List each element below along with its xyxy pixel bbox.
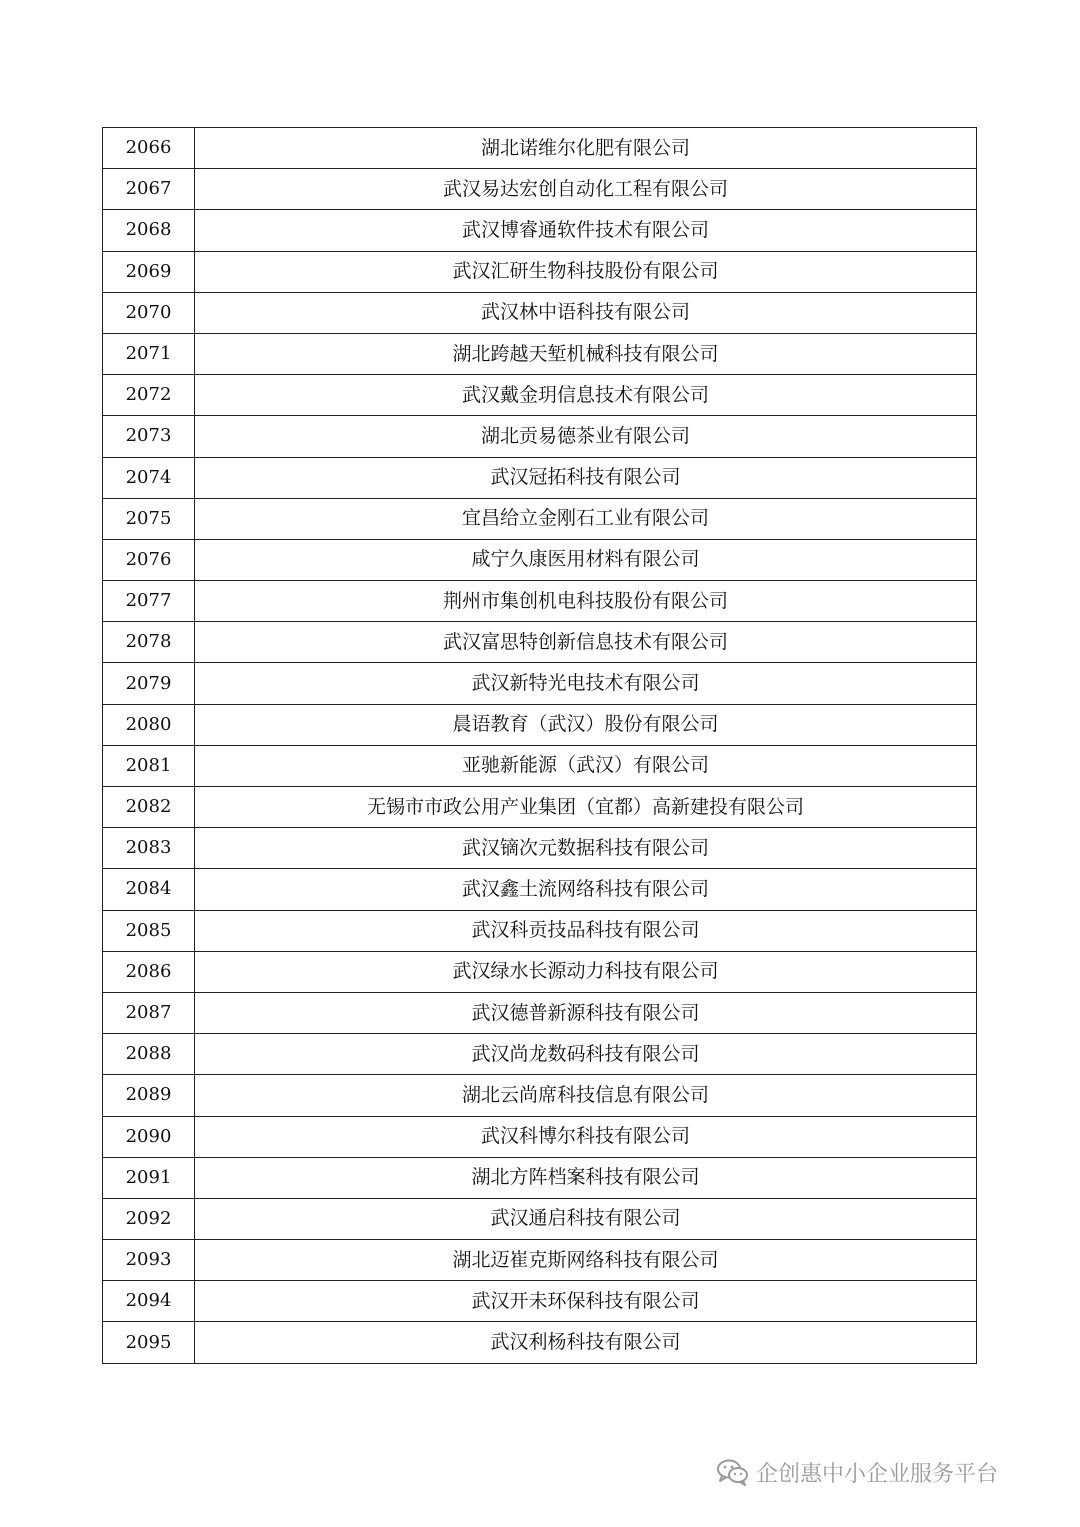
- row-number: 2071: [103, 333, 195, 374]
- company-name: 武汉鑫土流网络科技有限公司: [195, 869, 977, 910]
- company-name: 荆州市集创机电科技股份有限公司: [195, 581, 977, 622]
- table-row: [103, 1240, 977, 1281]
- row-number: 2086: [103, 951, 195, 992]
- company-name: 武汉镝次元数据科技有限公司: [195, 828, 977, 869]
- table-row: [103, 169, 977, 210]
- company-name: 武汉德普新源科技有限公司: [195, 992, 977, 1033]
- table-row: [103, 333, 977, 374]
- row-number: 2068: [103, 210, 195, 251]
- row-number: 2083: [103, 828, 195, 869]
- company-name: 武汉汇研生物科技股份有限公司: [195, 251, 977, 292]
- table-row: [103, 745, 977, 786]
- company-name: 武汉易达宏创自动化工程有限公司: [195, 169, 977, 210]
- company-name: 湖北贡易德茶业有限公司: [195, 416, 977, 457]
- row-number: 2085: [103, 910, 195, 951]
- table-row: [103, 992, 977, 1033]
- table-row: [103, 663, 977, 704]
- row-number: 2080: [103, 704, 195, 745]
- row-number: 2095: [103, 1322, 195, 1363]
- table-row: [103, 869, 977, 910]
- company-name: 武汉利杨科技有限公司: [195, 1322, 977, 1363]
- company-name: 湖北云尚席科技信息有限公司: [195, 1075, 977, 1116]
- company-name: 无锡市市政公用产业集团（宜都）高新建投有限公司: [195, 787, 977, 828]
- row-number: 2087: [103, 992, 195, 1033]
- table-body: [103, 128, 977, 1364]
- table-row: [103, 1198, 977, 1239]
- company-name: 晨语教育（武汉）股份有限公司: [195, 704, 977, 745]
- company-name: 武汉开未环保科技有限公司: [195, 1281, 977, 1322]
- table-row: [103, 375, 977, 416]
- company-name: 武汉博睿通软件技术有限公司: [195, 210, 977, 251]
- company-name: 武汉林中语科技有限公司: [195, 292, 977, 333]
- row-number: 2090: [103, 1116, 195, 1157]
- table-row: [103, 828, 977, 869]
- table-row: [103, 210, 977, 251]
- table-row: [103, 1034, 977, 1075]
- row-number: 2094: [103, 1281, 195, 1322]
- table-row: [103, 498, 977, 539]
- company-name: 湖北迈崔克斯网络科技有限公司: [195, 1240, 977, 1281]
- table-row: [103, 622, 977, 663]
- table-row: [103, 1322, 977, 1363]
- company-name: 咸宁久康医用材料有限公司: [195, 539, 977, 580]
- company-name: 武汉冠拓科技有限公司: [195, 457, 977, 498]
- company-name: 湖北诺维尔化肥有限公司: [195, 128, 977, 169]
- row-number: 2082: [103, 787, 195, 828]
- row-number: 2074: [103, 457, 195, 498]
- table-row: [103, 416, 977, 457]
- watermark: [716, 1456, 998, 1488]
- table-row: [103, 1116, 977, 1157]
- company-name: 武汉戴金玥信息技术有限公司: [195, 375, 977, 416]
- row-number: 2072: [103, 375, 195, 416]
- row-number: 2069: [103, 251, 195, 292]
- row-number: 2081: [103, 745, 195, 786]
- table-row: [103, 1281, 977, 1322]
- company-name: 宜昌给立金刚石工业有限公司: [195, 498, 977, 539]
- company-name: 武汉绿水长源动力科技有限公司: [195, 951, 977, 992]
- row-number: 2089: [103, 1075, 195, 1116]
- table-row: [103, 1075, 977, 1116]
- row-number: 2079: [103, 663, 195, 704]
- row-number: 2088: [103, 1034, 195, 1075]
- row-number: 2077: [103, 581, 195, 622]
- table-row: [103, 128, 977, 169]
- row-number: 2070: [103, 292, 195, 333]
- company-name: 武汉科贡技品科技有限公司: [195, 910, 977, 951]
- table-row: [103, 539, 977, 580]
- table-row: [103, 910, 977, 951]
- row-number: 2078: [103, 622, 195, 663]
- table-row: [103, 251, 977, 292]
- table-row: [103, 581, 977, 622]
- company-name: 武汉通启科技有限公司: [195, 1198, 977, 1239]
- company-name: 湖北跨越天堑机械科技有限公司: [195, 333, 977, 374]
- row-number: 2076: [103, 539, 195, 580]
- company-name: 武汉新特光电技术有限公司: [195, 663, 977, 704]
- row-number: 2073: [103, 416, 195, 457]
- company-list-table: [102, 127, 977, 1364]
- company-name: 武汉尚龙数码科技有限公司: [195, 1034, 977, 1075]
- row-number: 2075: [103, 498, 195, 539]
- table-row: [103, 292, 977, 333]
- company-name: 湖北方阵档案科技有限公司: [195, 1157, 977, 1198]
- table-row: [103, 951, 977, 992]
- company-name: 武汉富思特创新信息技术有限公司: [195, 622, 977, 663]
- table-row: [103, 1157, 977, 1198]
- table-row: [103, 787, 977, 828]
- row-number: 2093: [103, 1240, 195, 1281]
- row-number: 2092: [103, 1198, 195, 1239]
- row-number: 2066: [103, 128, 195, 169]
- company-name: 亚驰新能源（武汉）有限公司: [195, 745, 977, 786]
- company-name: 武汉科博尔科技有限公司: [195, 1116, 977, 1157]
- table-row: [103, 457, 977, 498]
- row-number: 2067: [103, 169, 195, 210]
- wechat-icon: [716, 1458, 750, 1486]
- watermark-text: 企创惠中小企业服务平台: [756, 1461, 999, 1487]
- row-number: 2084: [103, 869, 195, 910]
- row-number: 2091: [103, 1157, 195, 1198]
- table-row: [103, 704, 977, 745]
